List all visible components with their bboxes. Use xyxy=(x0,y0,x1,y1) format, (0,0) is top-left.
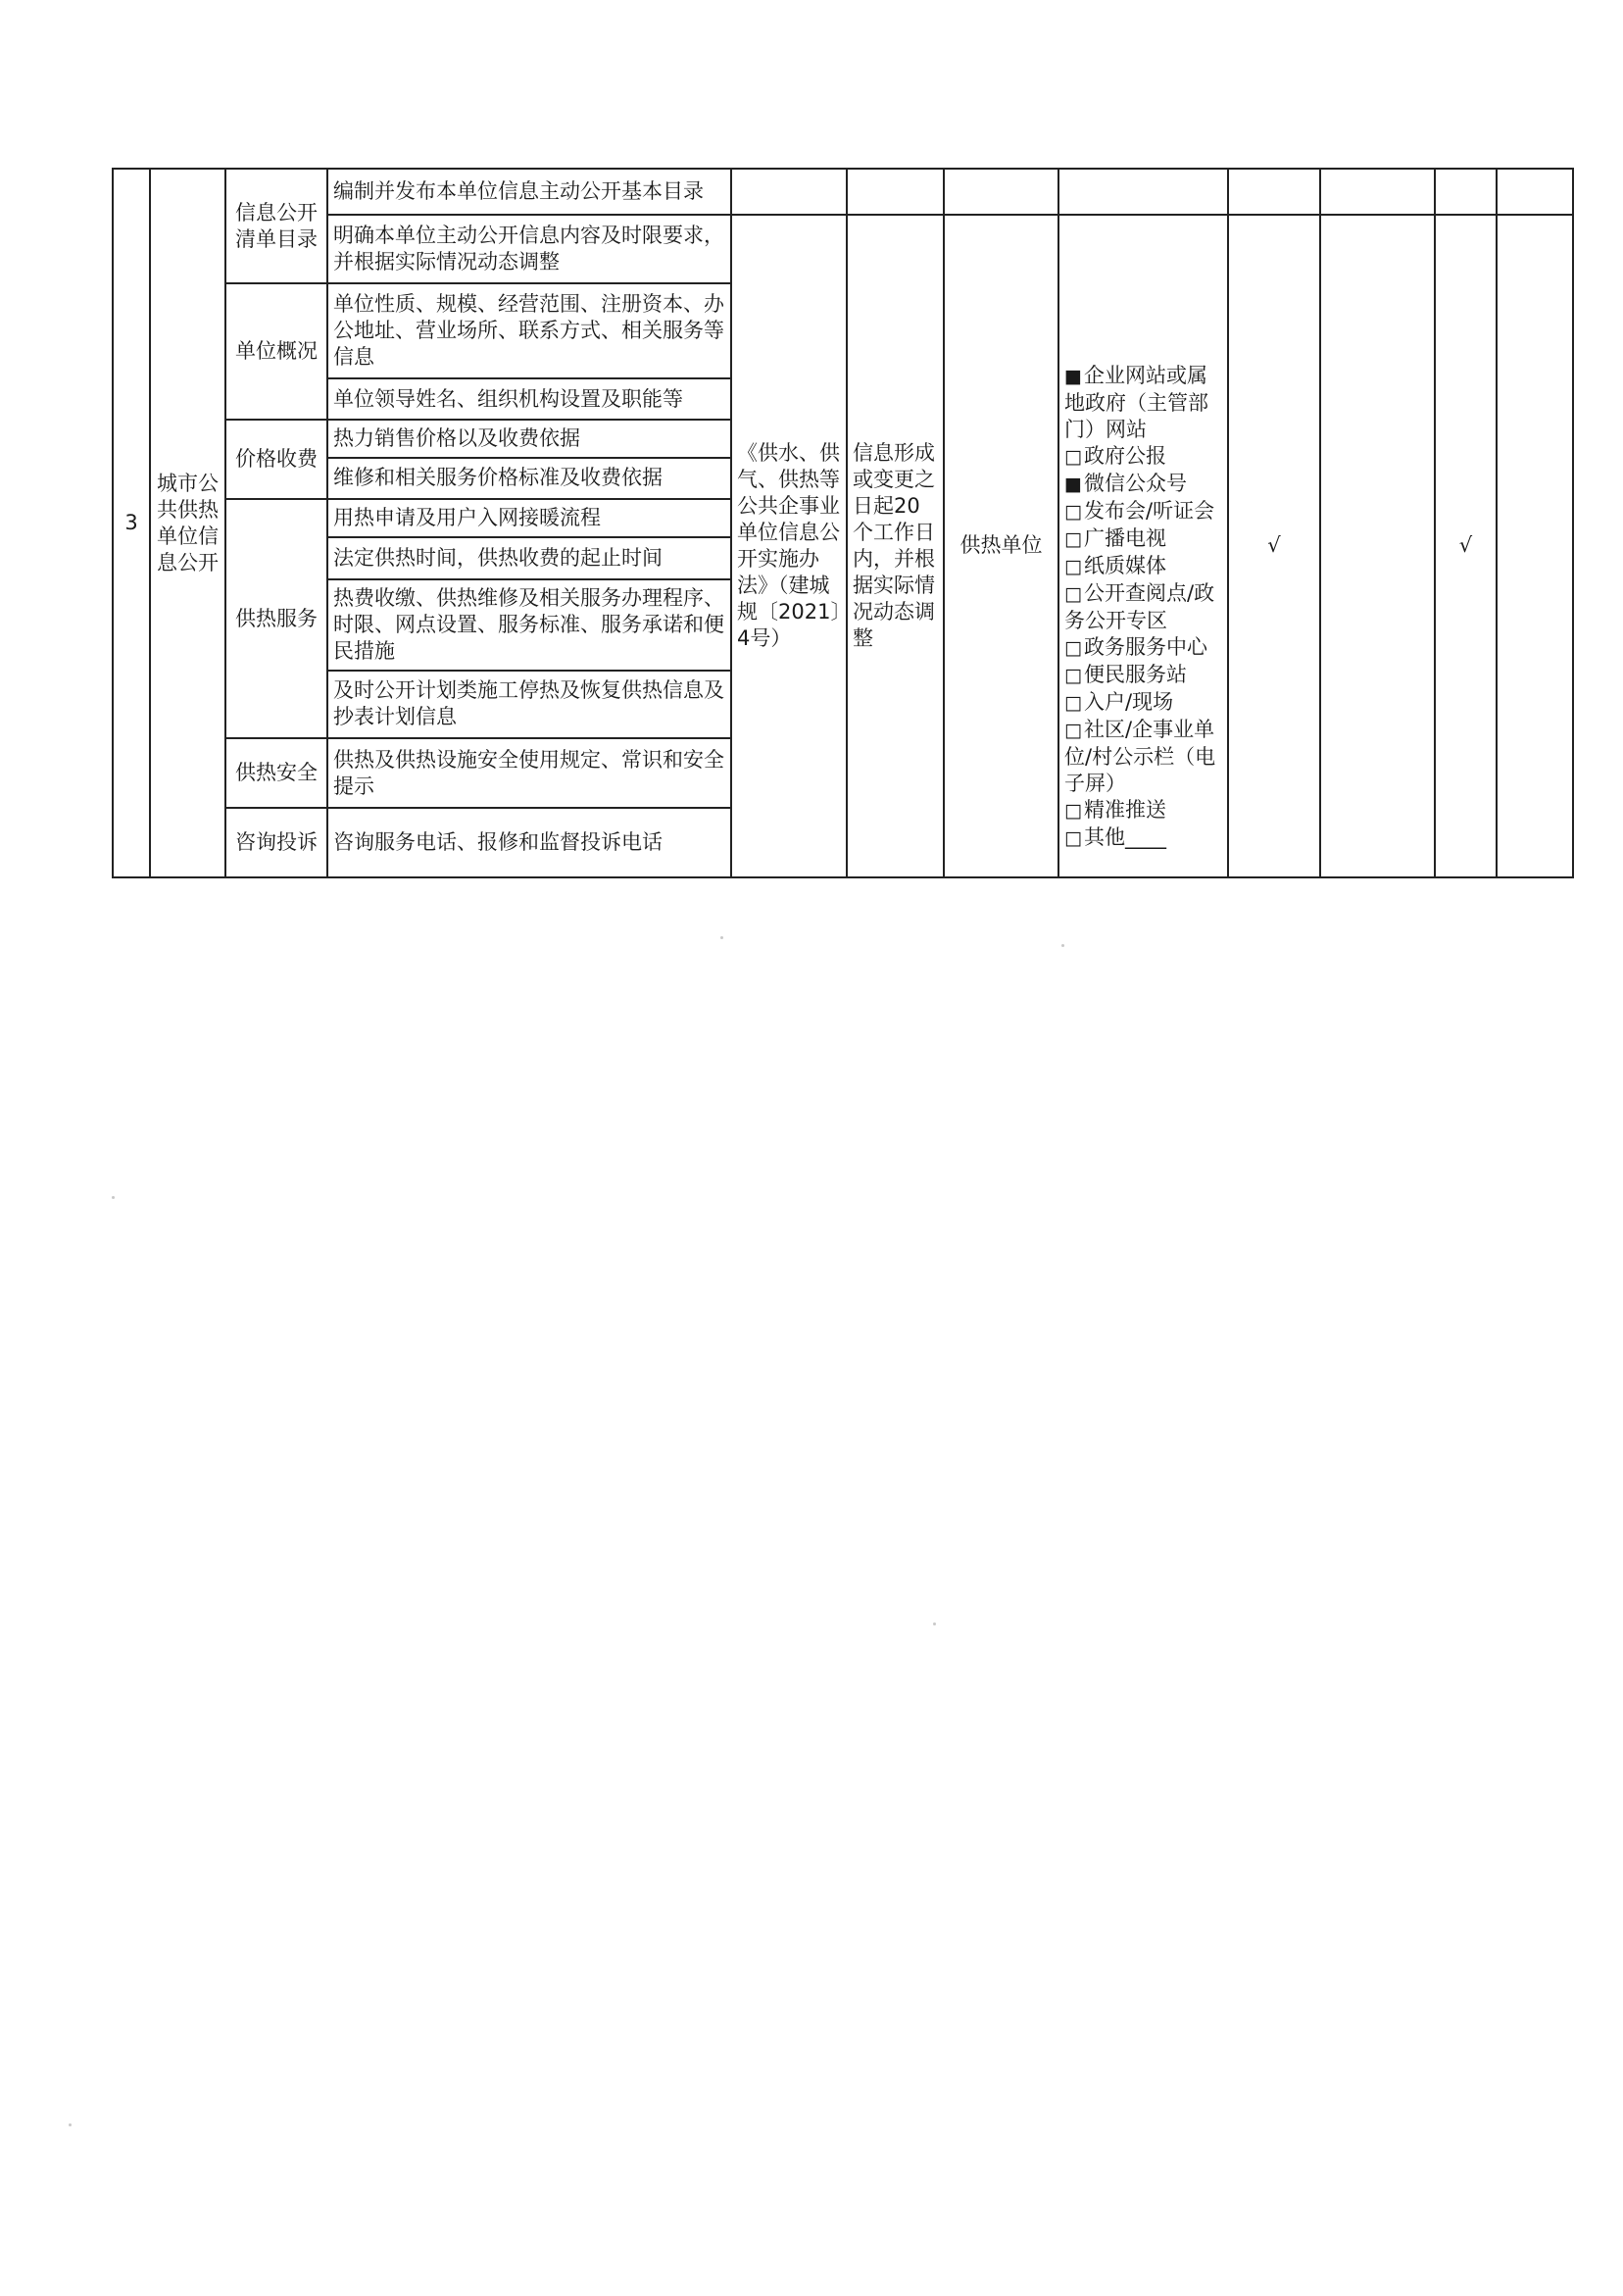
channel-label: 其他____ xyxy=(1084,824,1166,849)
scan-speck xyxy=(69,2123,72,2126)
checkbox-icon: □ xyxy=(1064,527,1082,550)
checkbox-icon: ■ xyxy=(1064,365,1082,387)
empty-cell xyxy=(1058,169,1228,215)
scan-speck xyxy=(720,936,723,939)
checkbox-icon: □ xyxy=(1064,445,1082,468)
item-cell: 维修和相关服务价格标准及收费依据 xyxy=(327,458,731,498)
basis-cell: 《供水、供气、供热等公共企事业单位信息公开实施办法》（建城规〔2021〕4号） xyxy=(731,215,847,878)
checkbox-icon: □ xyxy=(1064,555,1082,577)
group-cell: 信息公开清单目录 xyxy=(225,169,327,283)
channel-label: 微信公众号 xyxy=(1084,471,1187,495)
item-cell: 供热及供热设施安全使用规定、常识和安全提示 xyxy=(327,738,731,808)
checkbox-icon: □ xyxy=(1064,636,1082,659)
channel-label: 政府公报 xyxy=(1084,443,1166,468)
empty-cell xyxy=(731,169,847,215)
empty-cell xyxy=(1435,169,1497,215)
checkbox-icon: □ xyxy=(1064,826,1082,849)
channel-item xyxy=(1064,471,1222,498)
table-row xyxy=(113,215,1573,284)
checkbox-icon: ■ xyxy=(1064,473,1082,495)
group-cell: 价格收费 xyxy=(225,420,327,499)
channel-item xyxy=(1064,634,1222,662)
empty-cell xyxy=(847,169,944,215)
item-cell: 用热申请及用户入网接暖流程 xyxy=(327,499,731,537)
item-cell: 明确本单位主动公开信息内容及时限要求，并根据实际情况动态调整 xyxy=(327,215,731,284)
seq-cell: 3 xyxy=(113,169,150,877)
scan-speck xyxy=(1061,944,1064,947)
channel-item xyxy=(1064,553,1222,580)
group-cell: 供热安全 xyxy=(225,738,327,808)
checkbox-icon: □ xyxy=(1064,799,1082,822)
channel-item xyxy=(1064,525,1222,553)
channel-label: 社区/企事业单位/村公示栏（电子屏） xyxy=(1064,717,1216,795)
item-cell: 单位领导姓名、组织机构设置及职能等 xyxy=(327,378,731,419)
empty-cell xyxy=(1320,215,1435,878)
channel-label: 精准推送 xyxy=(1084,797,1166,822)
checkbox-icon: □ xyxy=(1064,664,1082,686)
checkbox-icon: □ xyxy=(1064,500,1082,523)
item-cell: 编制并发布本单位信息主动公开基本目录 xyxy=(327,169,731,215)
empty-cell xyxy=(1320,169,1435,215)
channel-label: 便民服务站 xyxy=(1084,662,1187,686)
empty-cell xyxy=(944,169,1058,215)
item-cell: 热费收缴、供热维修及相关服务办理程序、时限、网点设置、服务标准、服务承诺和便民措施 xyxy=(327,579,731,671)
channel-label: 公开查阅点/政务公开专区 xyxy=(1064,580,1215,632)
channel-item xyxy=(1064,443,1222,471)
channel-item xyxy=(1064,498,1222,525)
item-cell: 咨询服务电话、报修和监督投诉电话 xyxy=(327,808,731,877)
channel-item xyxy=(1064,580,1222,634)
channel-label: 发布会/听证会 xyxy=(1084,498,1215,523)
empty-cell xyxy=(1497,215,1573,878)
channel-label: 纸质媒体 xyxy=(1084,553,1166,577)
channel-item xyxy=(1064,717,1222,797)
channel-label: 广播电视 xyxy=(1084,525,1166,550)
channel-item xyxy=(1064,689,1222,717)
checkbox-icon: □ xyxy=(1064,719,1082,741)
checkbox-icon: □ xyxy=(1064,582,1082,605)
item-cell: 单位性质、规模、经营范围、注册资本、办公地址、营业场所、联系方式、相关服务等信息 xyxy=(327,283,731,378)
channel-item xyxy=(1064,363,1222,443)
empty-cell xyxy=(1228,169,1320,215)
channels-cell xyxy=(1058,215,1228,878)
channel-item xyxy=(1064,824,1222,852)
group-cell: 咨询投诉 xyxy=(225,808,327,877)
channel-item xyxy=(1064,797,1222,824)
disclosure-table xyxy=(112,168,1574,878)
check-mark-cell: √ xyxy=(1435,215,1497,878)
checkbox-icon: □ xyxy=(1064,691,1082,714)
item-cell: 法定供热时间，供热收费的起止时间 xyxy=(327,537,731,578)
check-mark-cell: √ xyxy=(1228,215,1320,878)
time-limit-cell: 信息形成或变更之日起20个工作日内，并根据实际情况动态调整 xyxy=(847,215,944,878)
category-cell: 城市公共供热单位信息公开 xyxy=(150,169,225,877)
empty-cell xyxy=(1497,169,1573,215)
subject-cell: 供热单位 xyxy=(944,215,1058,878)
item-cell: 及时公开计划类施工停热及恢复供热信息及抄表计划信息 xyxy=(327,671,731,739)
channel-label: 入户/现场 xyxy=(1084,689,1174,714)
group-cell: 供热服务 xyxy=(225,499,327,739)
channel-label: 政务服务中心 xyxy=(1084,634,1207,659)
scan-speck xyxy=(933,1622,936,1625)
table-row xyxy=(113,169,1573,215)
channel-label: 企业网站或属地政府（主管部门）网站 xyxy=(1064,363,1208,441)
channel-item xyxy=(1064,662,1222,689)
scan-speck xyxy=(112,1196,115,1199)
group-cell: 单位概况 xyxy=(225,283,327,420)
item-cell: 热力销售价格以及收费依据 xyxy=(327,420,731,458)
